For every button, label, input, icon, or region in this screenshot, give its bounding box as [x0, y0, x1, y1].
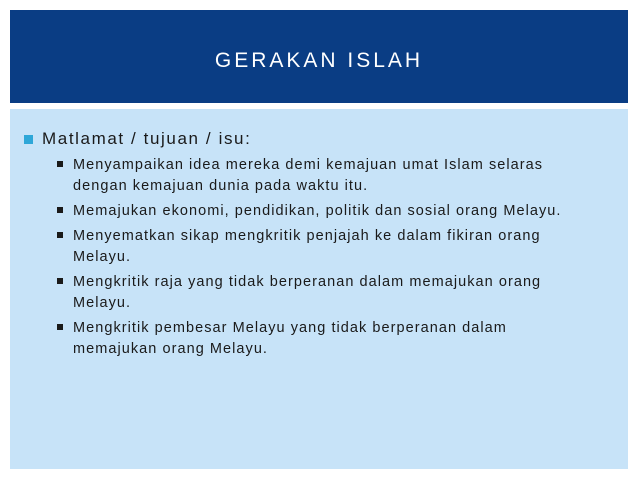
sub-bullet-text: Menyematkan sikap mengkritik penjajah ke dalam fikiran orang Melayu.: [73, 228, 541, 265]
sub-bullet-text: Mengkritik raja yang tidak berperanan dalam memajukan orang Melayu.: [73, 274, 542, 311]
sub-bullet-text: Menyampaikan idea mereka demi kemajuan umat Islam selaras dengan kemajuan dunia pada waktu itu.: [73, 157, 544, 194]
small-square-bullet-icon: [57, 232, 63, 238]
content-area: [10, 109, 628, 469]
sub-bullet-text: Memajukan ekonomi, pendidikan, politik dan sosial orang Melayu.: [73, 203, 562, 219]
sub-bullet-item: [63, 201, 583, 222]
sub-bullet-item: [63, 155, 583, 197]
title-bar: [10, 10, 628, 103]
sub-bullet-text: Mengkritik pembesar Melayu yang tidak berperanan dalam memajukan orang Melayu.: [73, 320, 507, 357]
square-bullet-icon: [24, 135, 33, 144]
main-bullet-point: [24, 129, 251, 149]
small-square-bullet-icon: [57, 161, 63, 167]
sub-bullet-list: [63, 155, 583, 364]
small-square-bullet-icon: [57, 324, 63, 330]
small-square-bullet-icon: [57, 207, 63, 213]
sub-bullet-item: [63, 226, 583, 268]
sub-bullet-item: [63, 318, 583, 360]
main-bullet-text: Matlamat / tujuan / isu:: [42, 129, 252, 148]
small-square-bullet-icon: [57, 278, 63, 284]
slide-title: GERAKAN ISLAH: [214, 48, 424, 72]
sub-bullet-item: [63, 272, 583, 314]
